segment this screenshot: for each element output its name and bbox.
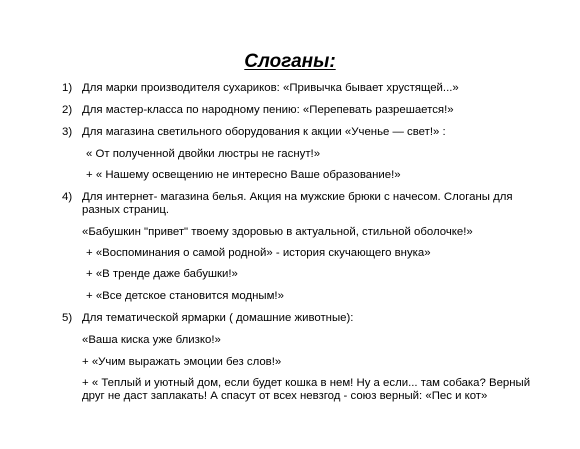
list-item-number: 4) [62,191,73,203]
list-item-text: Для тематической ярмарки ( домашние животные): [82,312,354,324]
slogan-line: + « Теплый и уютный дом, если будет кошка в нем! Ну а если... там собака? Верный друг не даст заплакать! А спасут от всех невзгод - союз верный: «Пес и кот» [82,377,531,402]
list-item-number: 1) [62,82,73,94]
slogan-line: + «Учим выражать эмоции без слов!» [82,356,282,368]
list-item-number: 2) [62,104,73,116]
list-item-text: Для магазина светильного оборудования к акции «Ученье — свет!» : [82,126,446,138]
slogan-line: «Ваша киска уже близко!» [82,334,221,346]
list-item-text: Для интернет- магазина белья. Акция на мужские брюки с начесом. Слоганы для разных страниц. [82,191,513,216]
list-item-text: Для мастер-класса по народному пению: «Перепевать разрешается!» [82,104,454,116]
slogan-line: «Бабушкин "привет" твоему здоровью в актуальной, стильной оболочке!» [82,226,473,238]
list-item-text: Для марки производителя сухариков: «Привычка бывает хрустящей...» [82,82,459,94]
slogan-line: + «В тренде даже бабушки!» [86,268,238,280]
slogan-line: + «Воспоминания о самой родной» - история скучающего внука» [86,247,431,259]
slogan-line: + «Все детское становится модным!» [86,290,284,302]
list-item-number: 3) [62,126,73,138]
slogan-line: « От полученной двойки люстры не гаснут!» [86,148,321,160]
slogan-line: + « Нашему освещению не интересно Ваше образование!» [86,169,401,181]
page-title: Слоганы: [244,51,336,72]
list-item-number: 5) [62,312,73,324]
